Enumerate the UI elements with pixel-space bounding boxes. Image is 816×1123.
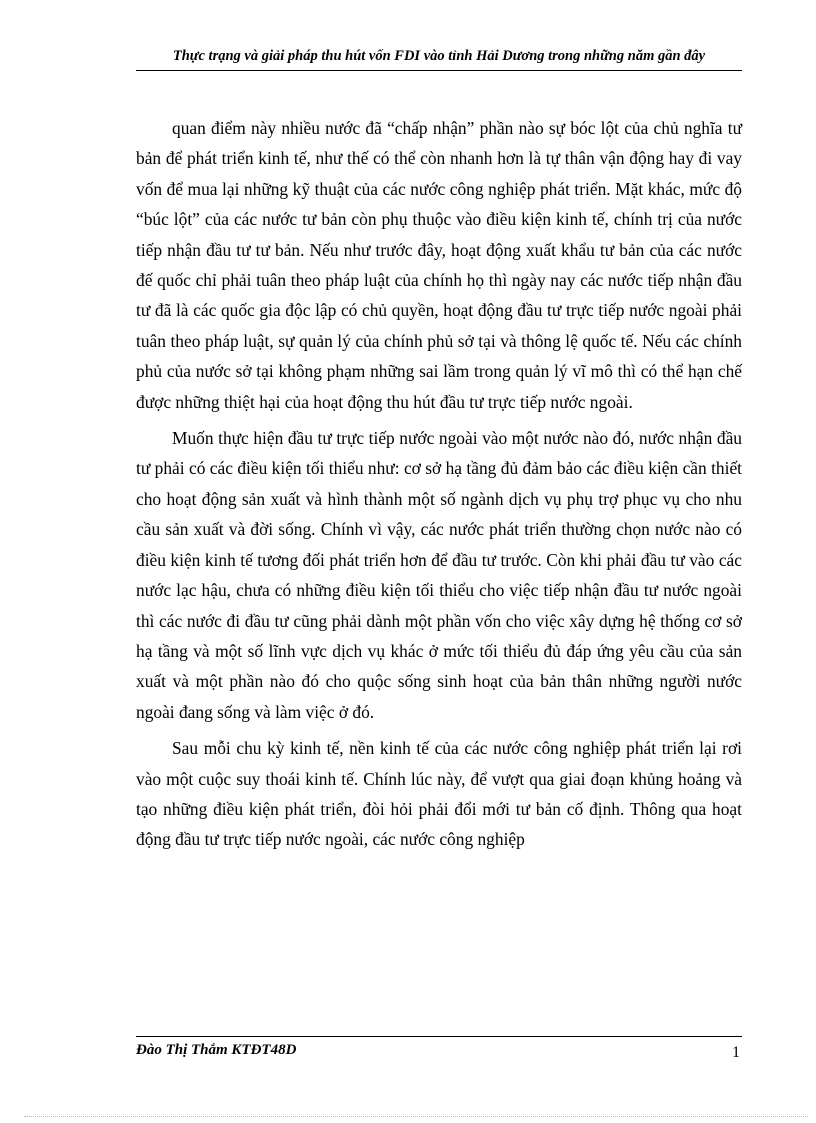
footer-author: Đào Thị Thắm KTĐT48D: [136, 1042, 297, 1058]
footer-divider: [136, 1036, 742, 1037]
paragraph-2: Muốn thực hiện đầu tư trực tiếp nước ngoài vào một nước nào đó, nước nhận đầu tư phải có các điều kiện tối thiểu như: cơ sở hạ tầng đủ đảm bảo các điều kiện cần thiết cho hoạt động sản xuất và hình thành một số ngành dịch vụ phụ trợ phục vụ cho nhu cầu sản xuất và đời sống. Chính vì vậy, các nước phát triển thường chọn nước nào có điều kiện kinh tế tương đối phát triển hơn để đầu tư trước. Còn khi phải đầu tư vào các nước lạc hậu, chưa có những điều kiện tối thiểu cho việc tiếp nhận đầu tư nước ngoài thì các nước đi đầu tư cũng phải dành một phần vốn cho việc xây dựng hệ thống cơ sở hạ tầng và một số lĩnh vực dịch vụ khác ở mức tối thiểu đủ đáp ứng yêu cầu của sản xuất và một phần nào đó cho quộc sống sinh hoạt của bản thân những người nước ngoài đang sống và làm việc ở đó.: [136, 428, 742, 722]
paragraph-3: Sau mỗi chu kỳ kinh tế, nền kinh tế của các nước công nghiệp phát triển lại rơi vào một cuộc suy thoái kinh tế. Chính lúc này, để vượt qua giai đoạn khủng hoảng và tạo những điều kiện phát triển, đòi hỏi phải đổi mới tư bản cố định. Thông qua hoạt động đầu tư trực tiếp nước ngoài, các nước công nghiệp: [136, 738, 742, 850]
document-body: [136, 113, 742, 855]
paragraph-1: quan điểm này nhiều nước đã “chấp nhận” phần nào sự bóc lột của chủ nghĩa tư bản để phát triển kinh tế, như thế có thể còn nhanh hơn là tự thân vận động hay đi vay vốn để mua lại những kỹ thuật của các nước công nghiệp phát triển. Mặt khác, mức độ “búc lột” của các nước tư bản còn phụ thuộc vào điều kiện kinh tế, chính trị của nước tiếp nhận đầu tư tư bản. Nếu như trước đây, hoạt động xuất khẩu tư bản của các nước đế quốc chỉ phải tuân theo pháp luật của chính họ thì ngày nay các nước tiếp nhận đầu tư đã là các quốc gia độc lập có chủ quyền, hoạt động đầu tư trực tiếp nước ngoài phải tuân theo pháp luật, sự quản lý của chính phủ sở tại và thông lệ quốc tế. Nếu các chính phủ của nước sở tại không phạm những sai lầm trong quản lý vĩ mô thì có thể hạn chế được những thiệt hại của hoạt động thu hút đầu tư trực tiếp nước ngoài.: [136, 118, 742, 412]
page-number: 1: [732, 1044, 740, 1061]
page-bottom-edge: [24, 1116, 808, 1117]
header-divider: [136, 70, 742, 71]
page-header: Thực trạng và giải pháp thu hút vốn FDI vào tỉnh Hải Dương trong những năm gần đây: [172, 48, 706, 64]
